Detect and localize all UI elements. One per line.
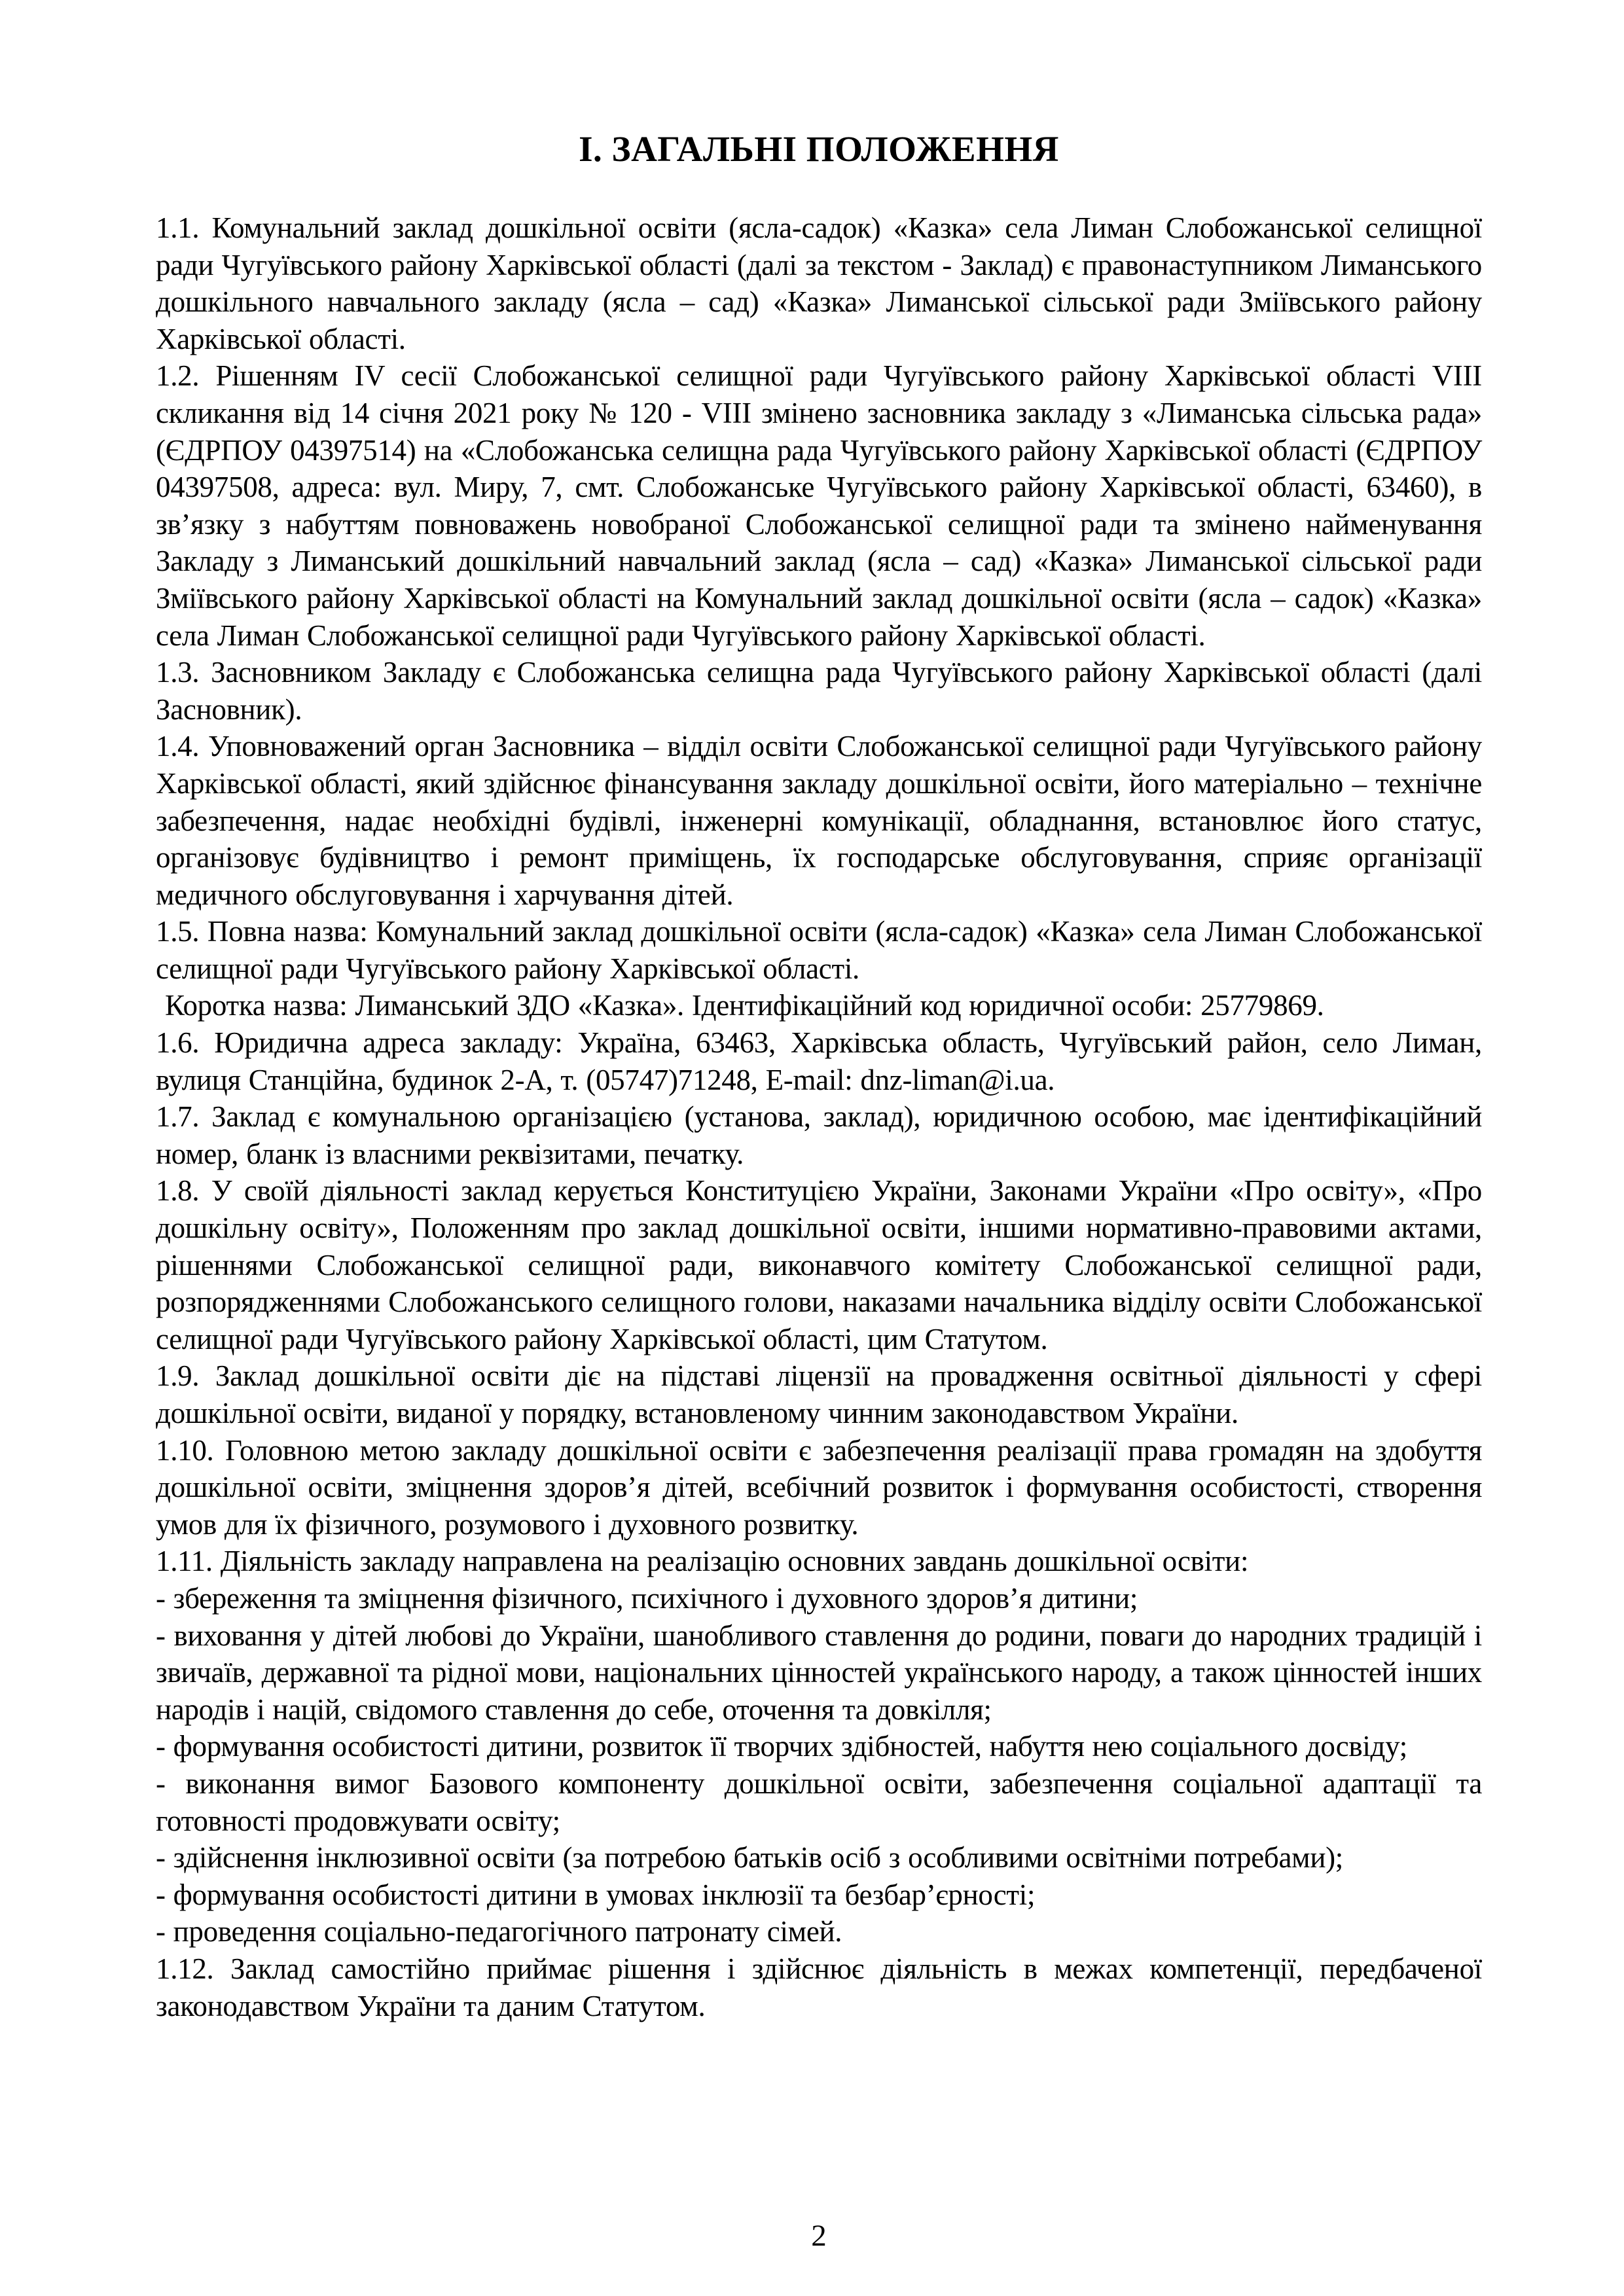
page-content (156, 128, 1482, 2024)
paragraph-short-name: Коротка назва: Лиманський ЗДО «Казка». Ідентифікаційний код юридичної особи: 25779869. (165, 989, 1324, 1022)
bullet-inclusion-barrier-free: - формування особистості дитини в умовах інклюзії та безбар’єрності; (156, 1878, 1036, 1911)
section-title: І. ЗАГАЛЬНІ ПОЛОЖЕННЯ (579, 129, 1059, 169)
bullet-social-pedagogical-patronage: - проведення соціально-педагогічного патронату сімей. (156, 1915, 842, 1948)
paragraph-1-5: 1.5. Повна назва: Комунальний заклад дошкільної освіти (ясла-садок) «Казка» села Лиман Слобожанської селищної ради Чугуївського району Харківської області. (156, 915, 1482, 985)
page-number: 2 (811, 2219, 827, 2253)
paragraph-1-10: 1.10. Головною метою закладу дошкільної освіти є забезпечення реалізації права громадян на здобуття дошкільної освіти, зміцнення здоров’я дітей, всебічний розвиток і формування особистості, створення умов для їх фізичного, розумового і духовного розвитку. (156, 1433, 1482, 1541)
paragraph-1-9: 1.9. Заклад дошкільної освіти діє на підставі ліцензії на провадження освітньої діяльності у сфері дошкільної освіти, виданої у порядку, встановленому чинним законодавством України. (156, 1359, 1482, 1429)
paragraph-1-11: 1.11. Діяльність закладу направлена на реалізацію основних завдань дошкільної освіти: (156, 1545, 1249, 1578)
bullet-health-preservation: - збереження та зміцнення фізичного, психічного і духовного здоров’я дитини; (156, 1581, 1138, 1615)
paragraph-1-12: 1.12. Заклад самостійно приймає рішення і здійснює діяльність в межах компетенції, передбаченої законодавством України та даним Статутом. (156, 1952, 1482, 2022)
paragraph-1-7: 1.7. Заклад є комунальною організацією (установа, заклад), юридичною особою, має ідентифікаційний номер, бланк із власними реквізитами, печатку. (156, 1100, 1482, 1170)
paragraph-1-3: 1.3. Засновником Закладу є Слобожанська селищна рада Чугуївського району Харківської області (далі Засновник). (156, 656, 1482, 726)
paragraph-1-4: 1.4. Уповноважений орган Засновника – відділ освіти Слобожанської селищної ради Чугуївського району Харківської області, який здійснює фінансування закладу дошкільної освіти, його матеріально – технічне забезпечення, надає необхідні будівлі, інженерні комунікації, обладнання, встановлює його статус, організовує будівництво і ремонт приміщень, їх господарське обслуговування, сприяє організації медичного обслуговування і харчування дітей. (156, 730, 1482, 911)
paragraph-1-2: 1.2. Рішенням IV сесії Слобожанської селищної ради Чугуївського району Харківської області VIII скликання від 14 січня 2021 року № 120 - VIII змінено засновника закладу з «Лиманська сільська рада» (ЄДРПОУ 04397514) на «Слобожанська селищна рада Чугуївського району Харківської області (ЄДРПОУ 04397508, адреса: вул. Миру, 7, смт. Слобожанське Чугуївського району Харківської області, 63460), в зв’язку з набуттям повноважень новобраної Слобожанської селищної ради та змінено найменування Закладу з Лиманський дошкільний навчальний заклад (ясла – сад) «Казка» Лиманської сільської ради Зміївського району Харківської області на Комунальний заклад дошкільної освіти (ясла – садок) «Казка» села Лиман Слобожанської селищної ради Чугуївського району Харківської області. (156, 359, 1482, 652)
bullet-upbringing-love-of-ukraine: - виховання у дітей любові до України, шанобливого ставлення до родини, поваги до народних традицій і звичаїв, державної та рідної мови, національних цінностей українського народу, а також цінностей інших народів і націй, свідомого ставлення до себе, оточення та довкілля; (156, 1619, 1482, 1726)
paragraph-1-8: 1.8. У своїй діяльності заклад керується Конституцією України, Законами України «Про освіту», «Про дошкільну освіту», Положенням про заклад дошкільної освіти, іншими нормативно-правовими актами, рішеннями Слобожанської селищної ради, виконавчого комітету Слобожанської селищної ради, розпорядженнями Слобожанського селищного голови, наказами начальника відділу освіти Слобожанської селищної ради Чугуївського району Харківської області, цим Статутом. (156, 1174, 1482, 1355)
paragraph-1-1: 1.1. Комунальний заклад дошкільної освіти (ясла-садок) «Казка» села Лиман Слобожанської селищної ради Чугуївського району Харківської області (далі за текстом - Заклад) є правонаступником Лиманського дошкільного навчального закладу (ясла – сад) «Казка» Лиманської сільської ради Зміївського району Харківської області. (156, 211, 1482, 355)
paragraph-1-6: 1.6. Юридична адреса закладу: Україна, 63463, Харківська область, Чугуївський район, село Лиман, вулиця Станційна, будинок 2-А, т. (05747)71248, E-mail: dnz-liman@i.ua. (156, 1026, 1482, 1096)
bullet-basic-component: - виконання вимог Базового компоненту дошкільної освіти, забезпечення соціальної адаптації та готовності продовжувати освіту; (156, 1767, 1482, 1837)
bullet-inclusive-education: - здійснення інклюзивної освіти (за потребою батьків осіб з особливими освітніми потребами); (156, 1841, 1344, 1874)
bullet-personality-formation: - формування особистості дитини, розвиток її творчих здібностей, набуття нею соціального досвіду; (156, 1730, 1407, 1763)
